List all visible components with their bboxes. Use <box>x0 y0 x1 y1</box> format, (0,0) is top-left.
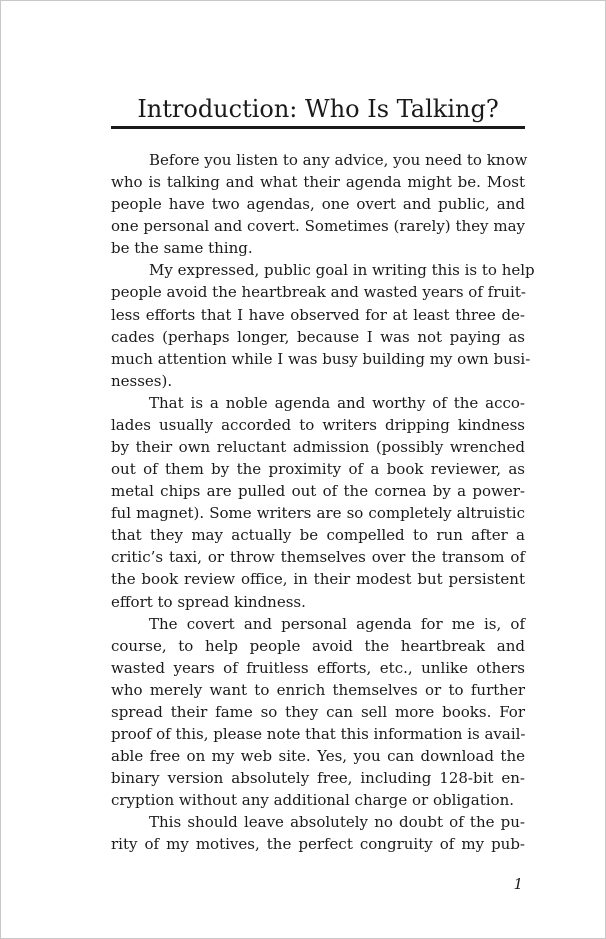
text-line: less efforts that I have observed for at least three de- <box>111 305 525 324</box>
text-line: Before you listen to any advice, you need to know <box>149 151 528 169</box>
text-line: much attention while I was busy building my own busi- <box>111 349 531 368</box>
text-line: The covert and personal agenda for me is, of <box>149 614 525 633</box>
text-line: spread their fame so they can sell more books. For <box>111 702 525 721</box>
text-line: metal chips are pulled out of the cornea by a power- <box>111 482 525 501</box>
text-line: critic’s taxi, or throw themselves over the transom of <box>111 548 525 567</box>
text-line: My expressed, public goal in writing this is to help <box>149 261 535 280</box>
page-number: 1 <box>513 875 523 893</box>
text-line: nesses). <box>111 371 173 390</box>
text-line: cades (perhaps longer, because I was not paying as <box>111 327 525 346</box>
text-line: the book review office, in their modest but persistent <box>111 570 525 589</box>
text-line: able free on my web site. Yes, you can download the <box>111 747 525 766</box>
body-text <box>111 149 535 856</box>
text-line: course, to help people avoid the heartbreak and <box>111 636 525 655</box>
title-underline-rule <box>111 126 525 129</box>
text-line: be the same thing. <box>111 239 253 258</box>
text-line: binary version absolutely free, including 128-bit en- <box>111 769 525 788</box>
text-line: who is talking and what their agenda might be. Most <box>111 173 525 192</box>
text-line: people avoid the heartbreak and wasted years of fruit- <box>111 283 526 302</box>
text-line: cryption without any additional charge or obligation. <box>111 791 515 810</box>
text-line: by their own reluctant admission (possibly wrenched <box>111 438 525 457</box>
text-line: This should leave absolutely no doubt of the pu- <box>149 813 525 832</box>
text-line: ful magnet). Some writers are so completely altruistic <box>111 504 525 523</box>
text-line: out of them by the proximity of a book reviewer, as <box>111 460 525 479</box>
text-line: lades usually accorded to writers dripping kindness <box>111 415 525 434</box>
text-line: one personal and covert. Sometimes (rarely) they may <box>111 217 525 236</box>
text-line: that they may actually be compelled to run after a <box>111 526 525 545</box>
text-line: people have two agendas, one overt and public, and <box>111 195 525 214</box>
text-line: wasted years of fruitless efforts, etc., unlike others <box>111 658 525 677</box>
text-line: rity of my motives, the perfect congruity of my pub- <box>111 835 525 854</box>
text-line: who merely want to enrich themselves or to further <box>111 680 525 699</box>
text-line: That is a noble agenda and worthy of the acco- <box>149 393 525 412</box>
text-line: proof of this, please note that this information is avail- <box>111 725 526 744</box>
text-line: effort to spread kindness. <box>111 592 306 611</box>
chapter-title: Introduction: Who Is Talking? <box>137 95 499 123</box>
